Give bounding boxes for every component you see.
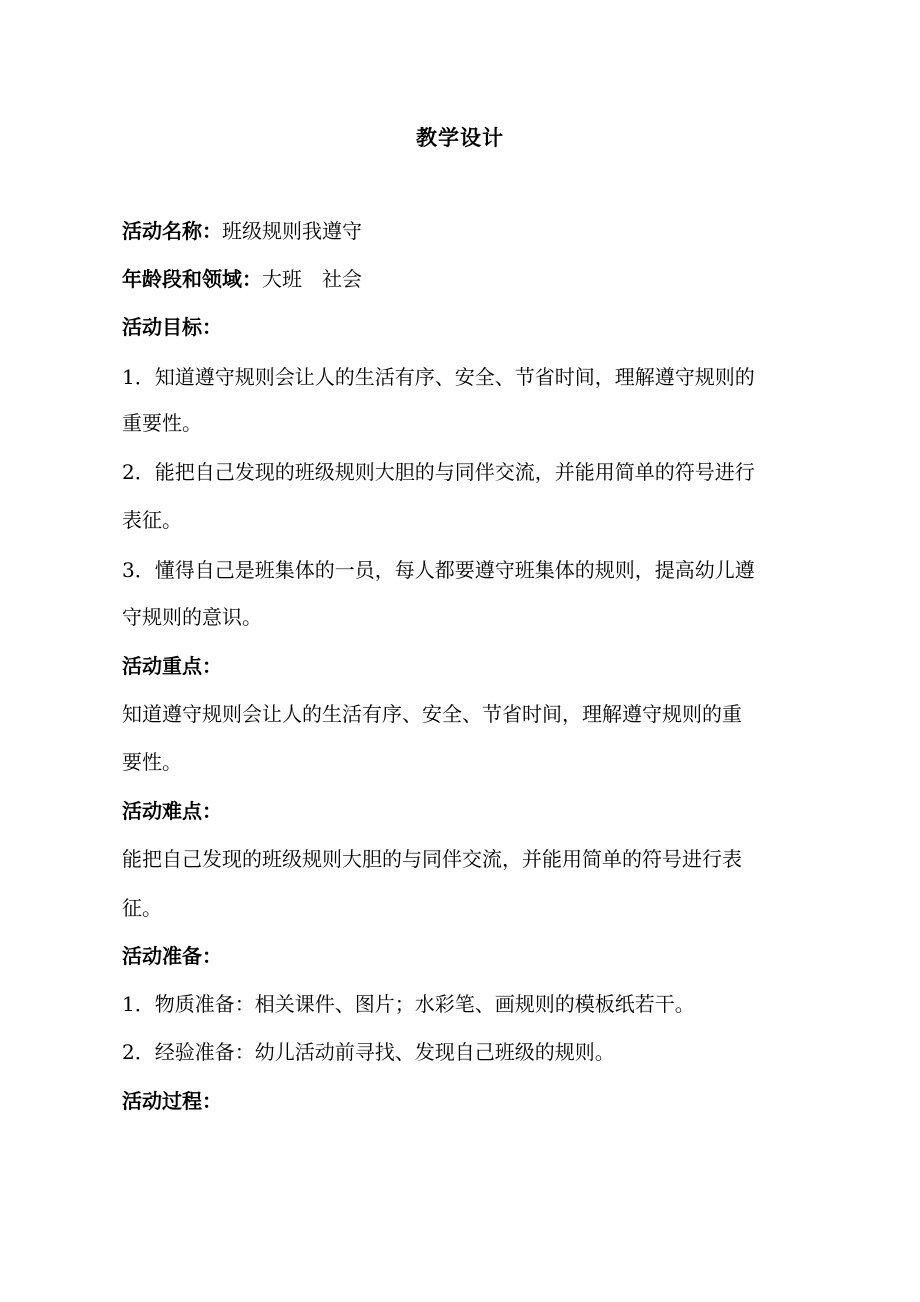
key-points-line-2: 要性。: [122, 750, 182, 774]
goal-2-line-1: 2．能把自己发现的班级规则大胆的与同伴交流，并能用简单的符号进行: [122, 460, 755, 484]
goal-1-line-1: 1．知道遵守规则会让人的生活有序、安全、节省时间，理解遵守规则的: [122, 365, 755, 389]
difficulty-heading: 活动难点：: [122, 799, 222, 823]
process-heading: 活动过程：: [122, 1089, 222, 1113]
difficulty-line-1: 能把自己发现的班级规则大胆的与同伴交流，并能用简单的符号进行表: [122, 847, 742, 871]
goal-2-line-2: 表征。: [122, 508, 182, 532]
preparation-item-2: 2．经验准备：幼儿活动前寻找、发现自己班级的规则。: [122, 1040, 615, 1064]
age-field-label: 年龄段和领域：: [122, 267, 262, 291]
age-field-row: [122, 267, 812, 293]
goal-3-line-1: 3．懂得自己是班集体的一员，每人都要遵守班集体的规则，提高幼儿遵: [122, 558, 755, 582]
difficulty-line-2: 征。: [122, 896, 162, 920]
goal-3-line-2: 守规则的意识。: [122, 605, 262, 629]
goals-heading: 活动目标：: [122, 315, 222, 339]
age-field-value: 大班 社会: [262, 267, 362, 291]
key-points-line-1: 知道遵守规则会让人的生活有序、安全、节省时间，理解遵守规则的重: [122, 702, 742, 726]
activity-name-value: 班级规则我遵守: [222, 219, 362, 243]
activity-name-row: [122, 219, 812, 245]
goal-1-line-2: 重要性。: [122, 411, 202, 435]
activity-name-label: 活动名称：: [122, 219, 222, 243]
preparation-item-1: 1．物质准备：相关课件、图片；水彩笔、画规则的模板纸若干。: [122, 992, 695, 1016]
preparation-heading: 活动准备：: [122, 944, 222, 968]
document-title: 教学设计: [416, 125, 504, 150]
key-points-heading: 活动重点：: [122, 654, 222, 678]
